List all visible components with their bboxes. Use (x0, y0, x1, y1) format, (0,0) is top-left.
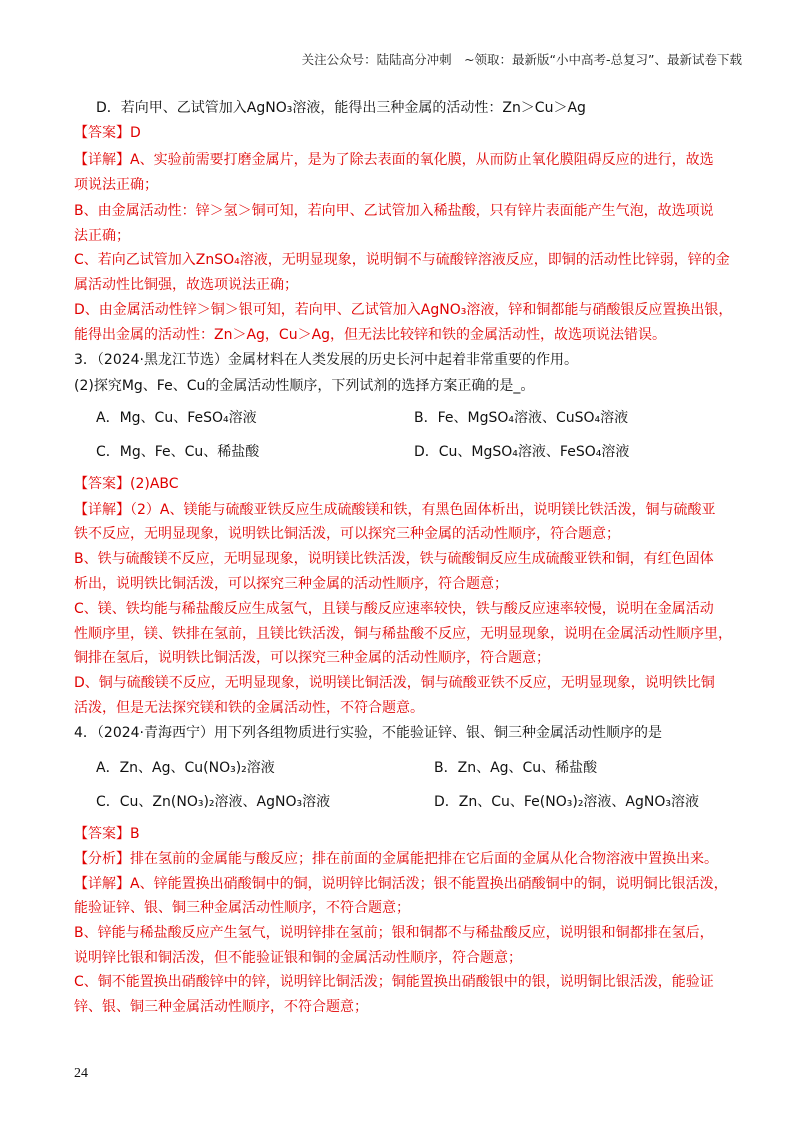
q3-detail-line: D、铜与硫酸镁不反应，无明显现象，说明镁比铜活泼，铜与硫酸亚铁不反应，无明显现象，说明铁比铜 (74, 675, 715, 691)
q2-answer: 【答案】D (74, 125, 141, 141)
q4-detail-line: 说明锌比银和铜活泼，但不能验证银和铜的金属活动性顺序，符合题意； (74, 950, 522, 966)
q3-subquestion: (2)探究Mg、Fe、Cu的金属活动性顺序，下列试剂的选择方案正确的是_。 (74, 378, 535, 394)
q3-detail-line: B、铁与硫酸镁不反应，无明显现象，说明镁比铁活泼，铁与硫酸铜反应生成硫酸亚铁和铜，有红色固体 (74, 551, 714, 567)
q3-option-b: B．Fe、MgSO₄溶液、CuSO₄溶液 (414, 410, 629, 426)
q3-stem: 3．（2024·黑龙江节选）金属材料在人类发展的历史长河中起着非常重要的作用。 (74, 352, 578, 368)
q3-option-a: A．Mg、Cu、FeSO₄溶液 (96, 410, 257, 426)
q3-detail-line: 析出，说明铁比铜活泼，可以探究三种金属的活动性顺序，符合题意； (74, 576, 508, 592)
q2-detail-line: 属活动性比铜强，故选项说法正确； (74, 277, 298, 293)
q3-detail-line: 性顺序里，镁、铁排在氢前，且镁比铁活泼，铜与稀盐酸不反应，无明显现象，说明在金属活动性顺序里， (74, 626, 732, 642)
q2-detail-line: 能得出金属的活动性：Zn＞Ag，Cu＞Ag，但无法比较锌和铁的金属活动性，故选项说法错误。 (74, 327, 667, 343)
q3-option-c: C．Mg、Fe、Cu、稀盐酸 (96, 444, 260, 460)
q3-answer: 【答案】(2)ABC (74, 476, 179, 492)
q2-detail-line: C、若向乙试管加入ZnSO₄溶液，无明显现象，说明铜不与硫酸锌溶液反应，即铜的活动性比锌弱，锌的金 (74, 252, 730, 268)
q4-option-a: A．Zn、Ag、Cu(NO₃)₂溶液 (96, 760, 275, 776)
q4-detail-line: 锌、银、铜三种金属活动性顺序，不符合题意； (74, 999, 368, 1015)
q4-analysis: 【分析】排在氢前的金属能与酸反应；排在前面的金属能把排在它后面的金属从化合物溶液中置换出来。 (74, 851, 718, 867)
q4-stem: 4．（2024·青海西宁）用下列各组物质进行实验，不能验证锌、银、铜三种金属活动性顺序的是 (74, 725, 662, 741)
q4-option-c: C．Cu、Zn(NO₃)₂溶液、AgNO₃溶液 (96, 794, 331, 810)
q3-detail-line: 铜排在氢后，说明铁比铜活泼，可以探究三种金属的活动性顺序，符合题意； (74, 650, 550, 666)
q2-detail-line: D、由金属活动性锌＞铜＞银可知，若向甲、乙试管加入AgNO₃溶液，锌和铜都能与硝酸银反应置换出银， (74, 302, 733, 318)
page-number: 24 (74, 1066, 88, 1081)
q2-detail-line: 法正确； (74, 228, 130, 244)
q2-option-d: D．若向甲、乙试管加入AgNO₃溶液，能得出三种金属的活动性：Zn＞Cu＞Ag (96, 100, 586, 116)
q4-detail-line: 能验证锌、银、铜三种金属活动性顺序，不符合题意； (74, 900, 410, 916)
q4-answer: 【答案】B (74, 826, 140, 842)
q2-detail-line: 【详解】A、实验前需要打磨金属片，是为了除去表面的氧化膜，从而防止氧化膜阻碍反应的进行，故选 (74, 152, 714, 168)
q2-detail-line: B、由金属活动性：锌＞氢＞铜可知，若向甲、乙试管加入稀盐酸，只有锌片表面能产生气泡，故选项说 (74, 203, 714, 219)
q4-detail-line: 【详解】A、锌能置换出硝酸铜中的铜，说明锌比铜活泼；银不能置换出硝酸铜中的铜，说明铜比银活泼， (74, 876, 728, 892)
q3-detail-line: 活泼，但是无法探究镁和铁的金属活动性，不符合题意。 (74, 700, 424, 716)
q4-detail-line: C、铜不能置换出硝酸锌中的锌，说明锌比铜活泼；铜能置换出硝酸银中的银，说明铜比银活泼，能验证 (74, 974, 714, 990)
page-header: 关注公众号：陆陆高分冲刺 ~领取：最新版“小中高考-总复习”、最新试卷下载 (301, 52, 742, 67)
q3-option-d: D．Cu、MgSO₄溶液、FeSO₄溶液 (414, 444, 630, 460)
q4-option-b: B．Zn、Ag、Cu、稀盐酸 (434, 760, 598, 776)
q4-detail-line: B、锌能与稀盐酸反应产生氢气，说明锌排在氢前；银和铜都不与稀盐酸反应，说明银和铜都排在氢后， (74, 925, 714, 941)
q4-option-d: D．Zn、Cu、Fe(NO₃)₂溶液、AgNO₃溶液 (434, 794, 700, 810)
q2-detail-line: 项说法正确； (74, 177, 158, 193)
q3-detail-line: 铁不反应，无明显现象，说明铁比铜活泼，可以探究三种金属的活动性顺序，符合题意； (74, 526, 620, 542)
q3-detail-line: 【详解】（2）A、镁能与硫酸亚铁反应生成硫酸镁和铁，有黑色固体析出，说明镁比铁活泼，铜与硫酸亚 (74, 502, 716, 518)
q3-detail-line: C、镁、铁均能与稀盐酸反应生成氢气，且镁与酸反应速率较快，铁与酸反应速率较慢，说明在金属活动 (74, 601, 714, 617)
